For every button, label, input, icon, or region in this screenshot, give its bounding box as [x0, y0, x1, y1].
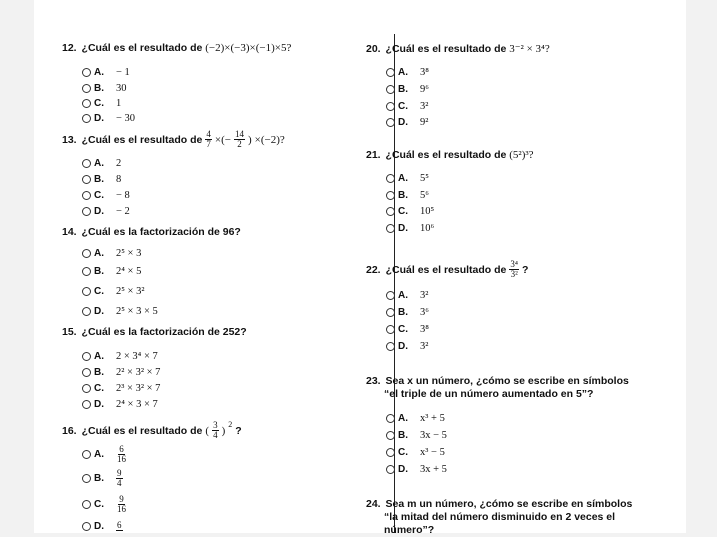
q13-option-c[interactable]: C. − 8 — [82, 187, 130, 203]
radio-bubble[interactable] — [82, 287, 91, 296]
q22-option-a[interactable]: A. 3² — [386, 287, 428, 303]
question-24: 24. Sea m un número, ¿cómo se escribe en símbolos “la mitad del número disminuido en 2 veces el número”? — [366, 498, 633, 536]
radio-bubble[interactable] — [82, 207, 91, 216]
fraction: $\frac{3}{4}$ — [213, 420, 218, 440]
q21-option-d[interactable]: D. 10⁶ — [386, 220, 434, 236]
fraction: $\frac{\text{3⁴}}{\text{3²}}$ — [510, 259, 519, 279]
q22-option-d[interactable]: D. 3² — [386, 338, 428, 354]
q12-option-a[interactable]: A. − 1 — [82, 64, 130, 80]
radio-bubble[interactable] — [386, 308, 395, 317]
radio-bubble[interactable] — [386, 291, 395, 300]
q12-option-b[interactable]: B. 30 — [82, 80, 127, 96]
radio-bubble[interactable] — [386, 431, 395, 440]
q13-option-d[interactable]: D. − 2 — [82, 203, 130, 219]
radio-bubble[interactable] — [82, 384, 91, 393]
q15-option-a[interactable]: A. 2 × 3⁴ × 7 — [82, 348, 158, 364]
q13-option-a[interactable]: A. 2 — [82, 155, 121, 171]
question-21: 21. ¿Cuál es el resultado de (5²)³? — [366, 149, 534, 161]
radio-bubble[interactable] — [386, 85, 395, 94]
radio-bubble[interactable] — [82, 450, 91, 459]
q23-option-c[interactable]: C. x³ − 5 — [386, 444, 445, 460]
radio-bubble[interactable] — [386, 207, 395, 216]
radio-bubble[interactable] — [82, 474, 91, 483]
q14-option-d[interactable]: D. 2⁵ × 3 × 5 — [82, 303, 158, 319]
radio-bubble[interactable] — [82, 84, 91, 93]
q14-option-c[interactable]: C. 2⁵ × 3² — [82, 283, 144, 299]
q12-option-c[interactable]: C. 1 — [82, 95, 121, 111]
fraction: $\frac{4}{7}$ — [206, 129, 211, 149]
radio-bubble[interactable] — [82, 68, 91, 77]
radio-bubble[interactable] — [386, 191, 395, 200]
radio-bubble[interactable] — [82, 99, 91, 108]
q21-option-a[interactable]: A. 5⁵ — [386, 170, 429, 186]
fraction: $\frac{14}{2}$ — [234, 129, 244, 149]
q14-option-b[interactable]: B. 2⁴ × 5 — [82, 263, 141, 279]
radio-bubble[interactable] — [386, 448, 395, 457]
question-20: 20. ¿Cuál es el resultado de 3⁻² × 3⁴? — [366, 43, 550, 55]
q20-option-b[interactable]: B. 9⁶ — [386, 81, 429, 97]
radio-bubble[interactable] — [386, 342, 395, 351]
q16-option-a[interactable]: A. $\frac{6}{16}$ — [82, 443, 127, 465]
radio-bubble[interactable] — [386, 414, 395, 423]
q23-option-a[interactable]: A. x³ + 5 — [386, 410, 445, 426]
radio-bubble[interactable] — [386, 102, 395, 111]
question-12: 12. ¿Cuál es el resultado de (−2)×(−3)×(−1)×5? — [62, 42, 292, 54]
radio-bubble[interactable] — [386, 174, 395, 183]
radio-bubble[interactable] — [82, 400, 91, 409]
q22-option-c[interactable]: C. 3⁸ — [386, 321, 429, 337]
question-13: 13. ¿Cuál es el resultado de $\frac{4}{7}$ ×(− $\frac{14}{2}$ ) ×(−2)? — [62, 129, 285, 149]
question-22: 22. ¿Cuál es el resultado de $\frac{\text{3⁴}}{\text{3²}}$ ? — [366, 259, 529, 279]
question-15: 15. ¿Cuál es la factorización de 252? — [62, 326, 247, 338]
radio-bubble[interactable] — [386, 325, 395, 334]
radio-bubble[interactable] — [82, 307, 91, 316]
question-16: 16. ¿Cuál es el resultado de ( $\frac{3}{4}$ ) $^2$ ? — [62, 419, 242, 440]
q16-option-c[interactable]: C. $\frac{9}{16}$ — [82, 493, 127, 515]
radio-bubble[interactable] — [82, 500, 91, 509]
q16-option-d[interactable]: D. 6 — [82, 518, 123, 534]
radio-bubble[interactable] — [82, 267, 91, 276]
q15-option-b[interactable]: B. 2² × 3² × 7 — [82, 364, 160, 380]
q16-option-b[interactable]: B. $\frac{9}{4}$ — [82, 467, 123, 489]
radio-bubble[interactable] — [82, 175, 91, 184]
q23-option-d[interactable]: D. 3x + 5 — [386, 461, 447, 477]
q13-option-b[interactable]: B. 8 — [82, 171, 121, 187]
question-14: 14. ¿Cuál es la factorización de 96? — [62, 226, 241, 238]
q20-option-d[interactable]: D. 9² — [386, 114, 428, 130]
q15-option-c[interactable]: C. 2³ × 3² × 7 — [82, 380, 160, 396]
q20-option-a[interactable]: A. 3⁸ — [386, 64, 429, 80]
radio-bubble[interactable] — [386, 465, 395, 474]
q23-option-b[interactable]: B. 3x − 5 — [386, 427, 447, 443]
radio-bubble[interactable] — [82, 191, 91, 200]
q21-option-c[interactable]: C. 10⁵ — [386, 203, 434, 219]
q14-option-a[interactable]: A. 2⁵ × 3 — [82, 245, 141, 261]
q12-option-d[interactable]: D. − 30 — [82, 110, 135, 126]
question-23: 23. Sea x un número, ¿cómo se escribe en símbolos “el triple de un número aumentado en 5”? — [366, 375, 629, 400]
radio-bubble[interactable] — [82, 114, 91, 123]
q22-option-b[interactable]: B. 3⁶ — [386, 304, 429, 320]
radio-bubble[interactable] — [386, 118, 395, 127]
radio-bubble[interactable] — [82, 368, 91, 377]
radio-bubble[interactable] — [386, 68, 395, 77]
q21-option-b[interactable]: B. 5⁶ — [386, 187, 429, 203]
radio-bubble[interactable] — [82, 522, 91, 531]
q15-option-d[interactable]: D. 2⁴ × 3 × 7 — [82, 396, 158, 412]
radio-bubble[interactable] — [82, 249, 91, 258]
radio-bubble[interactable] — [386, 224, 395, 233]
q20-option-c[interactable]: C. 3² — [386, 98, 428, 114]
worksheet-page — [34, 0, 686, 536]
radio-bubble[interactable] — [82, 159, 91, 168]
radio-bubble[interactable] — [82, 352, 91, 361]
